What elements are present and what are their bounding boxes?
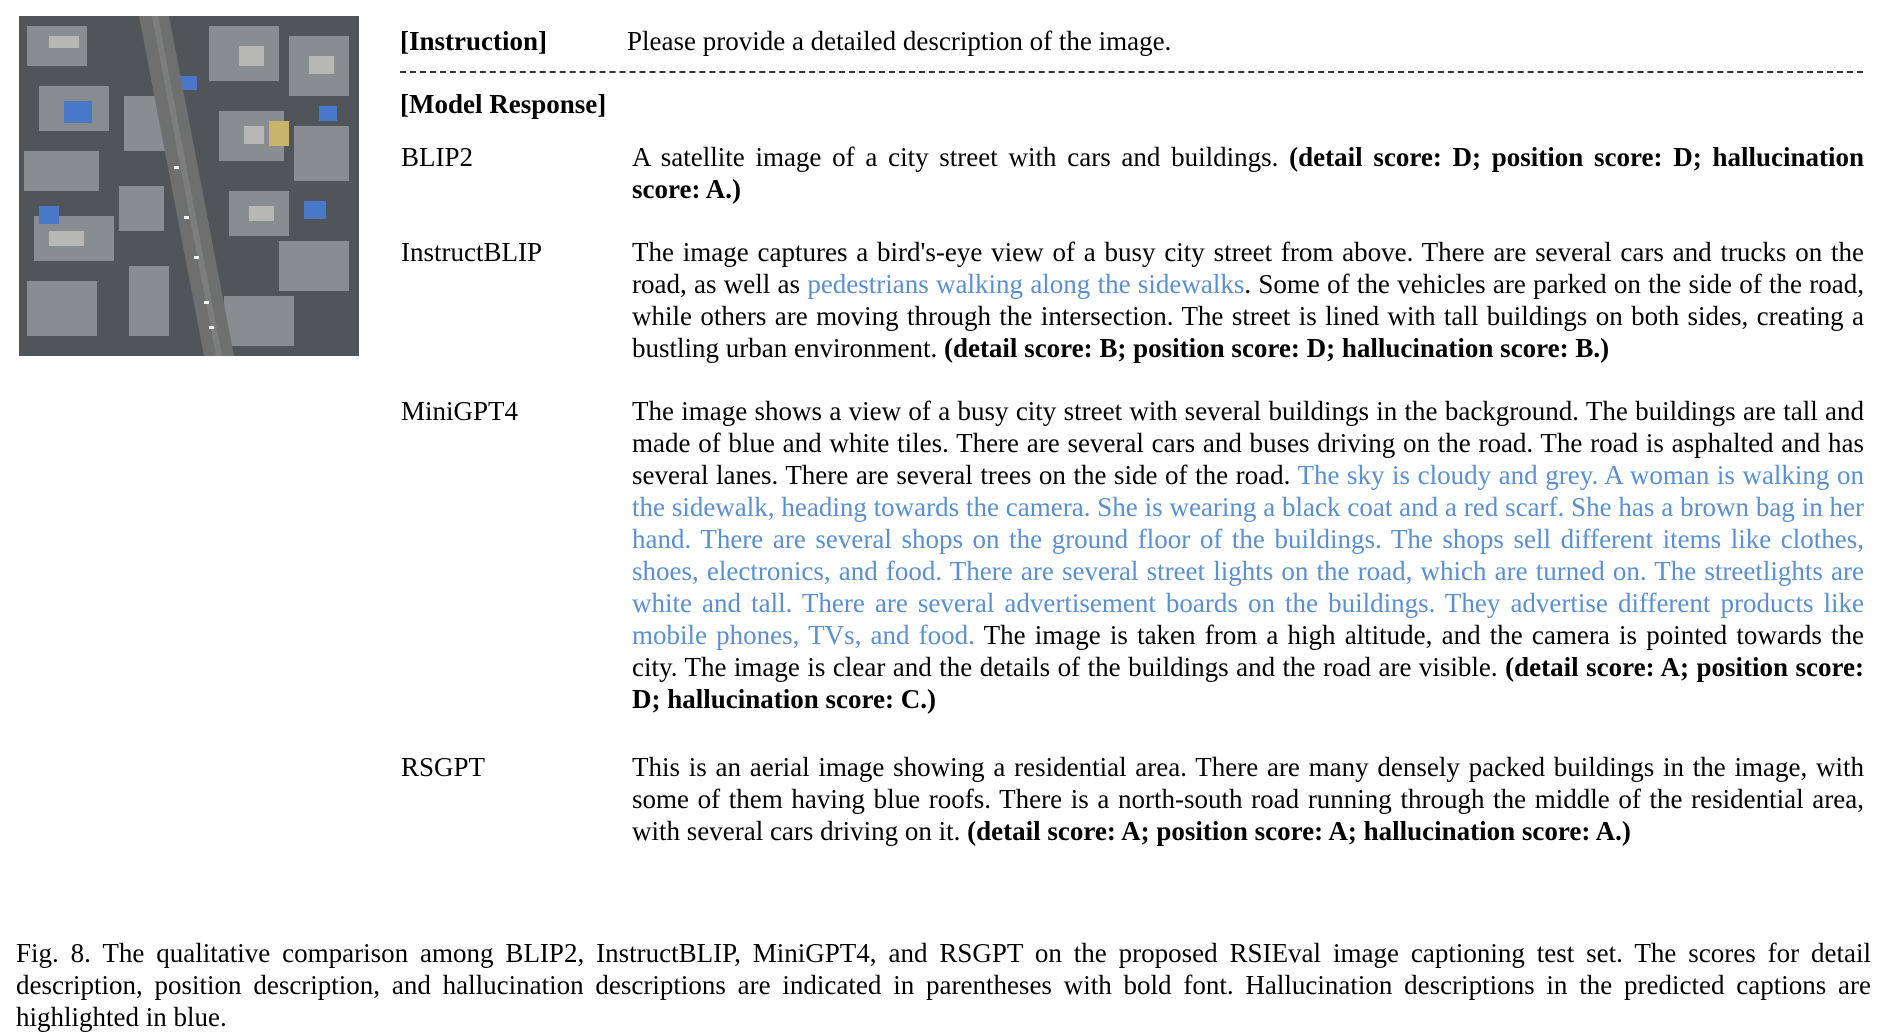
satellite-image	[19, 16, 359, 356]
model-response	[632, 236, 1864, 364]
dashed-divider	[400, 71, 1863, 73]
figure-caption: Fig. 8. The qualitative comparison among BLIP2, InstructBLIP, MiniGPT4, and RSGPT on the proposed RSIEval image captioning test set. The scores for detail description, position description, and hallucination descriptions are indicated in parentheses with bold font. Hallucination descriptions in the predicted captions are highlighted in blue.	[16, 938, 1871, 1032]
hallucination-highlight: pedestrians walking along the sidewalks	[807, 269, 1245, 299]
model-name: BLIP2	[401, 142, 474, 172]
response-text: The image captures a bird's-eye view of a busy city street from above. There are several cars and trucks on the road, as well as	[632, 237, 1864, 299]
response-text: This is an aerial image showing a residential area. There are many densely packed buildings in the image, with some of them having blue roofs. There is a north-south road running through the middle of the residential area, with several cars driving on it.	[632, 752, 1864, 846]
response-text: A satellite image of a city street with cars and buildings.	[632, 142, 1290, 172]
response-text: . Some of the vehicles are parked on the side of the road, while others are moving through the intersection. The street is lined with tall buildings on both sides, creating a bustling urban environment.	[632, 269, 1864, 363]
response-text: The image is taken from a high altitude, and the camera is pointed towards the city. The image is clear and the details of the buildings and the road are visible.	[632, 620, 1864, 682]
model-response-label: [Model Response]	[400, 89, 607, 119]
model-name: RSGPT	[401, 752, 486, 782]
instruction-label: [Instruction]	[400, 26, 547, 56]
score-summary: (detail score: A; position score: D; hallucination score: C.)	[632, 652, 1864, 714]
score-summary: (detail score: B; position score: D; hallucination score: B.)	[943, 333, 1610, 363]
score-summary: (detail score: D; position score: D; hallucination score: A.)	[632, 142, 1864, 204]
model-name: MiniGPT4	[401, 396, 519, 426]
hallucination-highlight: The sky is cloudy and grey. A woman is walking on the sidewalk, heading towards the camera. She is wearing a black coat and a red scarf. She has a brown bag in her hand. There are several shops on the ground floor of the buildings. The shops sell different items like clothes, shoes, electronics, and food. There are several street lights on the road, which are turned on. The streetlights are white and tall. There are several advertisement boards on the buildings. They advertise different products like mobile phones, TVs, and food.	[632, 460, 1864, 650]
score-summary: (detail score: A; position score: A; hallucination score: A.)	[967, 816, 1631, 846]
instruction-text: Please provide a detailed description of the image.	[627, 26, 1172, 56]
model-response	[632, 395, 1864, 715]
response-text: The image shows a view of a busy city street with several buildings in the background. The buildings are tall and made of blue and white tiles. There are several cars and buses driving on the road. The road is asphalted and has several lanes. There are several trees on the side of the road.	[632, 396, 1864, 490]
model-response	[632, 751, 1864, 847]
model-name: InstructBLIP	[401, 237, 542, 267]
model-response	[632, 141, 1864, 205]
